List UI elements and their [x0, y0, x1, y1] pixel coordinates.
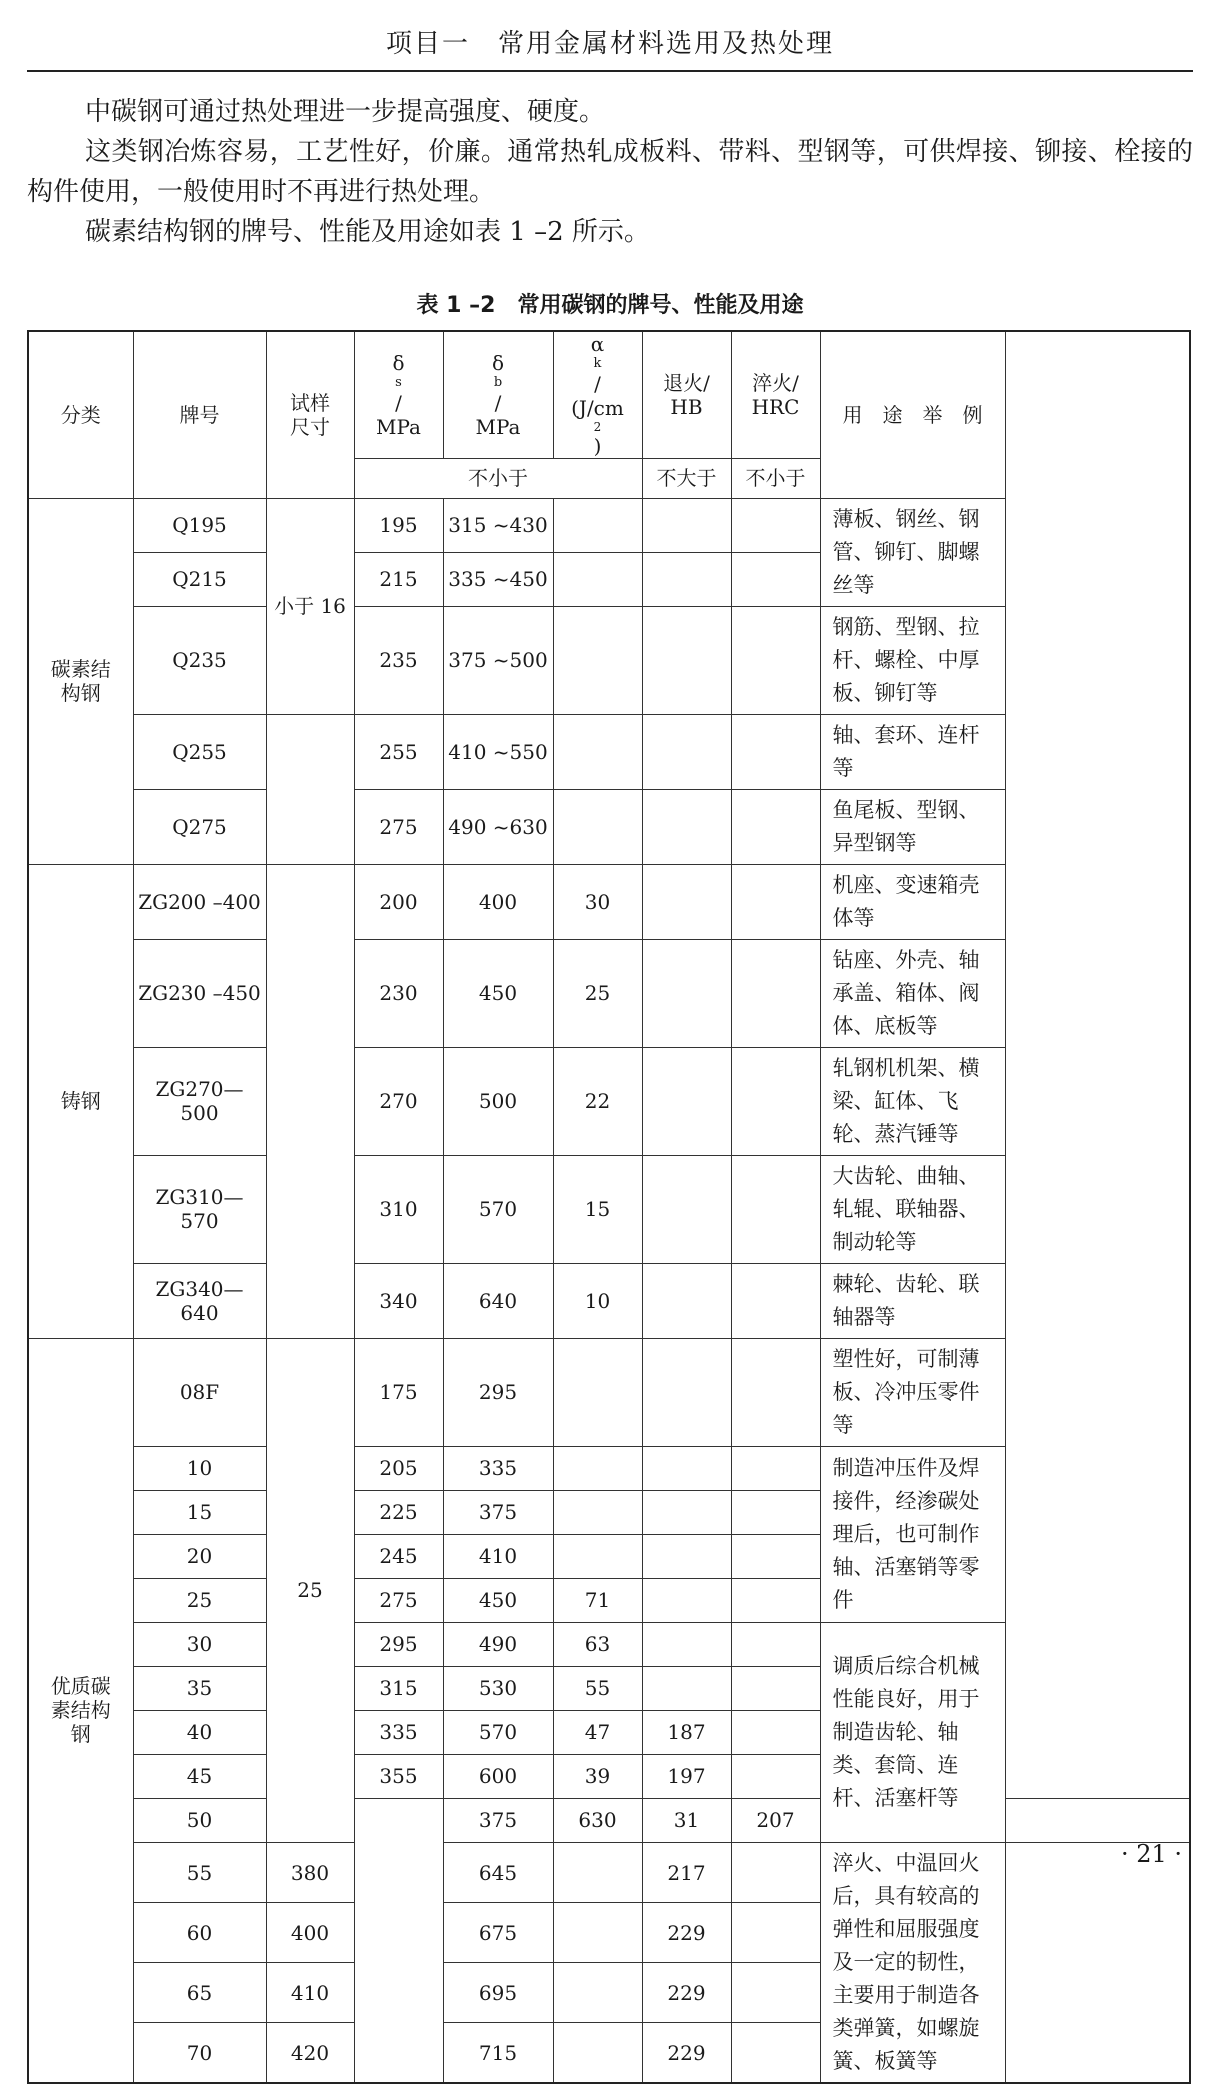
header-yield-symbol: δ s /: [359, 351, 439, 415]
cell-grade: Q235: [133, 606, 266, 714]
cell-yield: 175: [354, 1338, 443, 1446]
cell-impact: [553, 606, 642, 714]
cell-hb: 187: [642, 1710, 731, 1754]
cell-yield: 340: [354, 1263, 443, 1338]
cell-hb: [642, 552, 731, 606]
cell-yield: 205: [354, 1446, 443, 1490]
cell-tensile: 450: [443, 939, 553, 1047]
header-quenched: [731, 331, 820, 458]
header-quenched-unit: HRC: [751, 394, 800, 419]
cell-hrc: [731, 1490, 820, 1534]
steel-properties-table: [27, 330, 1191, 2084]
table-header-row: [28, 331, 1190, 458]
cell-grade: 65: [133, 1963, 266, 2023]
cell-usage: 制造冲压件及焊接件，经渗碳处理后，也可制作轴、活塞销等零件: [820, 1446, 1005, 1622]
table-row: [28, 1710, 1190, 1754]
cell-yield: 270: [354, 1047, 443, 1155]
header-yield-unit: MPa: [376, 414, 421, 439]
cell-impact: 15: [553, 1155, 642, 1263]
cell-usage: 轧钢机机架、横梁、缸体、飞轮、蒸汽锤等: [820, 1047, 1005, 1155]
cell-hrc: [731, 1047, 820, 1155]
cell-hb: 229: [642, 2023, 731, 2083]
cell-impact: [553, 1446, 642, 1490]
cell-grade: 60: [133, 1903, 266, 1963]
cell-hb: [642, 1263, 731, 1338]
running-header-title: 项目一 常用金属材料选用及热处理: [385, 29, 834, 59]
cell-impact: [553, 1338, 642, 1446]
cell-hrc: [731, 864, 820, 939]
cell-tensile: 630: [553, 1798, 642, 1842]
group-carbon-structural: 碳素结构钢: [28, 498, 133, 864]
cell-grade: 45: [133, 1754, 266, 1798]
cell-hrc: [731, 498, 820, 552]
header-yield-sym: δ: [392, 351, 405, 376]
cell-impact: 22: [553, 1047, 642, 1155]
cell-yield: 195: [354, 498, 443, 552]
cell-impact: [553, 2023, 642, 2083]
table-row: [28, 1446, 1190, 1490]
cell-hb: [642, 1578, 731, 1622]
cell-grade: ZG200 –400: [133, 864, 266, 939]
running-header: [27, 18, 1193, 72]
cell-hrc: [731, 2023, 820, 2083]
cell-tensile: 375 ~500: [443, 606, 553, 714]
header-not-less-2: 不小于: [731, 458, 820, 498]
cell-hrc: [731, 1338, 820, 1446]
cell-sample-size: 25: [266, 1338, 354, 1842]
cell-hrc: [731, 789, 820, 864]
cell-usage: 薄板、钢丝、钢管、铆钉、脚螺丝等: [820, 498, 1005, 606]
cell-yield: 380: [266, 1842, 354, 1902]
header-impact-sym: α: [590, 332, 605, 356]
cell-impact: [553, 1534, 642, 1578]
cell-hrc: [731, 1666, 820, 1710]
cell-impact: 39: [553, 1754, 642, 1798]
cell-usage: 轴、套环、连杆等: [820, 714, 1005, 789]
cell-grade: ZG310—570: [133, 1155, 266, 1263]
table-row: [28, 789, 1190, 864]
cell-hrc: [731, 1903, 820, 1963]
cell-hrc: [731, 1963, 820, 2023]
header-sample-size-line2: 尺寸: [290, 414, 330, 439]
header-tensile-strength: [443, 331, 553, 458]
cell-yield: 230: [354, 939, 443, 1047]
cell-hb: [642, 864, 731, 939]
cell-impact: [553, 552, 642, 606]
cell-grade: Q195: [133, 498, 266, 552]
cell-grade: ZG340—640: [133, 1263, 266, 1338]
paragraph: 中碳钢可通过热处理进一步提高强度、硬度。: [85, 97, 606, 127]
cell-impact: 30: [553, 864, 642, 939]
cell-tensile: 335 ~450: [443, 552, 553, 606]
cell-impact: 31: [642, 1798, 731, 1842]
cell-hb: [642, 498, 731, 552]
cell-hb: 217: [642, 1842, 731, 1902]
table-caption: [27, 288, 1193, 319]
table-row: [28, 1534, 1190, 1578]
table-row: [28, 1578, 1190, 1622]
cell-hrc: [731, 1754, 820, 1798]
cell-grade: ZG270—500: [133, 1047, 266, 1155]
cell-yield: 245: [354, 1534, 443, 1578]
cell-tensile: 410 ~550: [443, 714, 553, 789]
header-impact-unit-pre: (J/cm: [571, 395, 624, 420]
cell-tensile: 600: [443, 1754, 553, 1798]
cell-hb: [642, 1338, 731, 1446]
cell-tensile: 715: [443, 2023, 553, 2083]
header-category: 分类: [28, 331, 133, 498]
paragraph: 这类钢冶炼容易，工艺性好，价廉。通常热轧成板料、带料、型钢等，可供焊接、铆接、栓接的构件使用，一般使用时不再进行热处理。: [27, 137, 1193, 207]
header-quenched-label: 淬火/: [752, 370, 799, 395]
header-impact-sub: k: [593, 356, 602, 371]
cell-impact: 10: [553, 1263, 642, 1338]
cell-hrc: [1005, 1798, 1190, 1842]
cell-impact: [553, 1903, 642, 1963]
header-usage: 用 途 举 例: [820, 331, 1005, 498]
cell-tensile: 400: [443, 864, 553, 939]
header-annealed-label: 退火/: [663, 370, 710, 395]
table-row: [28, 939, 1190, 1047]
cell-grade: Q275: [133, 789, 266, 864]
cell-impact: 71: [553, 1578, 642, 1622]
cell-yield: 275: [354, 789, 443, 864]
cell-usage: 钻座、外壳、轴承盖、箱体、阀体、底板等: [820, 939, 1005, 1047]
cell-yield: 225: [354, 1490, 443, 1534]
cell-impact: 63: [553, 1622, 642, 1666]
cell-tensile: 675: [443, 1903, 553, 1963]
cell-tensile: 295: [443, 1338, 553, 1446]
cell-hb: [642, 1155, 731, 1263]
cell-usage: 塑性好，可制薄板、冷冲压零件等: [820, 1338, 1005, 1446]
cell-hrc: [731, 1578, 820, 1622]
group-quality-carbon: 优质碳素结构钢: [28, 1338, 133, 2083]
cell-hrc: [731, 714, 820, 789]
header-tensile-unit: MPa: [475, 414, 521, 439]
table-row: [28, 498, 1190, 552]
table-caption-number: 表 1 –2: [416, 293, 496, 318]
cell-grade: 35: [133, 1666, 266, 1710]
cell-sample-size: 小于 16: [266, 498, 354, 714]
cell-grade: 15: [133, 1490, 266, 1534]
cell-grade: 30: [133, 1622, 266, 1666]
cell-tensile: 315 ~430: [443, 498, 553, 552]
cell-hb: [642, 1622, 731, 1666]
cell-usage: 鱼尾板、型钢、异型钢等: [820, 789, 1005, 864]
cell-sample-size-empty: [266, 714, 354, 864]
cell-tensile: 490 ~630: [443, 789, 553, 864]
cell-hb: [642, 789, 731, 864]
header-impact: [553, 331, 642, 458]
header-sample-size-line1: 试样: [290, 390, 330, 415]
cell-impact: [553, 498, 642, 552]
cell-impact: [553, 789, 642, 864]
cell-tensile: 695: [443, 1963, 553, 2023]
cell-impact: [553, 1963, 642, 2023]
cell-yield: 310: [354, 1155, 443, 1263]
header-impact-symbol: α k /: [558, 332, 638, 396]
table-row: [28, 1666, 1190, 1710]
cell-usage: 调质后综合机械性能良好，用于制造齿轮、轴类、套筒、连杆、活塞杆等: [820, 1622, 1005, 1842]
table-row: [28, 1338, 1190, 1446]
cell-yield: 410: [266, 1963, 354, 2023]
table-row: [28, 552, 1190, 606]
cell-impact: [553, 1490, 642, 1534]
cell-hrc: [731, 552, 820, 606]
header-annealed: [642, 331, 731, 458]
page-number: · 21 ·: [1120, 1840, 1182, 1868]
header-yield-strength: [354, 331, 443, 458]
cell-usage: 机座、变速箱壳体等: [820, 864, 1005, 939]
table-row: [28, 714, 1190, 789]
table-row: [28, 2023, 1190, 2083]
cell-tensile: 570: [443, 1155, 553, 1263]
cell-tensile: 375: [443, 1490, 553, 1534]
table-caption-title: 常用碳钢的牌号、性能及用途: [517, 293, 804, 318]
header-tensile-symbol: δ b /: [448, 351, 549, 415]
header-impact-unit: [558, 396, 638, 458]
cell-hrc: [731, 1446, 820, 1490]
cell-grade: ZG230 –450: [133, 939, 266, 1047]
cell-yield: 375: [443, 1798, 553, 1842]
cell-tensile: 410: [443, 1534, 553, 1578]
cell-hrc: [731, 1842, 820, 1902]
cell-yield: 255: [354, 714, 443, 789]
cell-tensile: 450: [443, 1578, 553, 1622]
cell-tensile: 530: [443, 1666, 553, 1710]
table-row: [28, 1047, 1190, 1155]
cell-yield: 400: [266, 1903, 354, 1963]
cell-hb: [642, 606, 731, 714]
header-not-less: 不小于: [354, 458, 642, 498]
cell-grade: 20: [133, 1534, 266, 1578]
cell-grade: Q255: [133, 714, 266, 789]
table-row: [28, 1622, 1190, 1666]
cell-yield: 200: [354, 864, 443, 939]
cell-grade: 10: [133, 1446, 266, 1490]
cell-yield: 275: [354, 1578, 443, 1622]
cell-grade: 25: [133, 1578, 266, 1622]
cell-impact: 47: [553, 1710, 642, 1754]
table-row: [28, 1263, 1190, 1338]
cell-impact: 25: [553, 939, 642, 1047]
cell-yield: 355: [354, 1754, 443, 1798]
cell-tensile: 500: [443, 1047, 553, 1155]
header-annealed-unit: HB: [670, 394, 703, 419]
cell-usage: 大齿轮、曲轴、轧辊、联轴器、制动轮等: [820, 1155, 1005, 1263]
header-tensile-sub: b: [493, 375, 503, 391]
header-tensile-sym: δ: [491, 351, 505, 376]
cell-hb: [642, 1047, 731, 1155]
cell-usage: 淬火、中温回火后，具有较高的弹性和屈服强度及一定的韧性，主要用于制造各类弹簧，如螺旋簧、板簧等: [820, 1842, 1005, 2083]
cell-hb: 229: [642, 1963, 731, 2023]
table-row: [28, 606, 1190, 714]
cell-hb: [642, 1490, 731, 1534]
cell-hrc: [731, 1263, 820, 1338]
body-text: [27, 92, 1193, 252]
cell-grade: 40: [133, 1710, 266, 1754]
group-cast-steel: 铸钢: [28, 864, 133, 1338]
cell-hb: 229: [642, 1903, 731, 1963]
cell-hb: [642, 1666, 731, 1710]
table-row: [28, 1155, 1190, 1263]
header-sample-size: [266, 331, 354, 498]
header-not-more: 不大于: [642, 458, 731, 498]
cell-grade: 70: [133, 2023, 266, 2083]
cell-yield: 235: [354, 606, 443, 714]
cell-hrc: [731, 1534, 820, 1578]
cell-tensile: 570: [443, 1710, 553, 1754]
cell-yield: 215: [354, 552, 443, 606]
cell-grade: 08F: [133, 1338, 266, 1446]
cell-yield: 315: [354, 1666, 443, 1710]
cell-hrc: [731, 939, 820, 1047]
table-row: [28, 1754, 1190, 1798]
cell-tensile: 645: [443, 1842, 553, 1902]
header-yield-sub: s: [395, 375, 402, 391]
table-row: [28, 1963, 1190, 2023]
cell-usage: 钢筋、型钢、拉杆、螺栓、中厚板、铆钉等: [820, 606, 1005, 714]
cell-sample-size-empty: [266, 864, 354, 1338]
cell-tensile: 640: [443, 1263, 553, 1338]
cell-yield: 295: [354, 1622, 443, 1666]
cell-impact: 55: [553, 1666, 642, 1710]
cell-grade: 55: [133, 1842, 266, 1902]
table-row: [28, 864, 1190, 939]
table-row: [28, 1903, 1190, 1963]
cell-tensile: 335: [443, 1446, 553, 1490]
cell-hrc: [731, 1710, 820, 1754]
cell-sample-size-empty: [354, 1798, 443, 2083]
table-row: [28, 1798, 1190, 1842]
cell-hb: [642, 714, 731, 789]
header-impact-unit-post: ): [593, 433, 602, 458]
cell-hrc: [731, 1622, 820, 1666]
cell-impact: [553, 714, 642, 789]
header-grade: 牌号: [133, 331, 266, 498]
cell-impact: [553, 1842, 642, 1902]
header-impact-unit-sup: 2: [593, 419, 602, 434]
cell-usage: 棘轮、齿轮、联轴器等: [820, 1263, 1005, 1338]
table-row: [28, 1842, 1190, 1902]
cell-hb: [642, 1534, 731, 1578]
table-row: [28, 1490, 1190, 1534]
cell-hb: 197: [642, 1754, 731, 1798]
cell-yield: 420: [266, 2023, 354, 2083]
cell-tensile: 490: [443, 1622, 553, 1666]
cell-hrc: [731, 1155, 820, 1263]
cell-hrc: [731, 606, 820, 714]
cell-hb: [642, 939, 731, 1047]
cell-grade: Q215: [133, 552, 266, 606]
cell-grade: 50: [133, 1798, 266, 1842]
cell-hb: 207: [731, 1798, 820, 1842]
paragraph: 碳素结构钢的牌号、性能及用途如表 1 –2 所示。: [85, 217, 650, 247]
cell-hb: [642, 1446, 731, 1490]
cell-yield: 335: [354, 1710, 443, 1754]
